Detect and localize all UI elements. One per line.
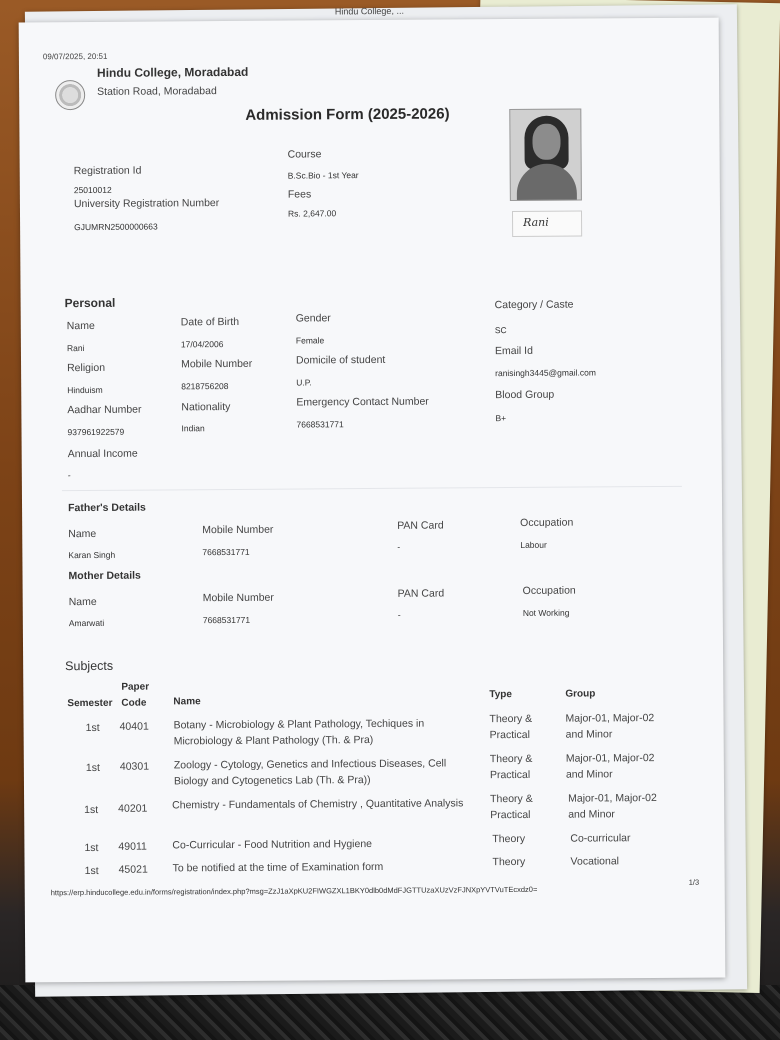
category-label: Category / Caste <box>494 298 574 312</box>
type-header: Type <box>489 689 513 701</box>
father-occupation-label: Occupation <box>520 516 574 529</box>
row-group: Vocational <box>570 855 620 868</box>
aadhar-value: 937961922579 <box>67 426 125 438</box>
section-divider <box>62 486 682 491</box>
university-registration-label: University Registration Number <box>73 197 220 211</box>
row-semester: 1st <box>84 803 99 817</box>
blood-group-label: Blood Group <box>495 388 555 402</box>
domicile-label: Domicile of student <box>295 353 386 367</box>
mother-name-label: Name <box>68 595 97 609</box>
admission-form-page <box>19 18 726 983</box>
email-label: Email Id <box>494 344 533 358</box>
dob-value: 17/04/2006 <box>180 339 224 350</box>
gender-value: Female <box>295 335 325 346</box>
fees-value: Rs. 2,647.00 <box>287 208 337 219</box>
row-paper-code: 40401 <box>119 720 149 733</box>
print-timestamp: 09/07/2025, 20:51 <box>42 51 108 62</box>
annual-income-value: - <box>67 470 71 481</box>
name-label: Name <box>66 319 95 333</box>
religion-label: Religion <box>67 361 106 375</box>
father-name-value: Karan Singh <box>68 549 116 561</box>
row-group: Co-curricular <box>570 832 631 845</box>
gender-label: Gender <box>295 312 331 325</box>
college-name: Hindu College, Moradabad <box>96 64 249 80</box>
category-value: SC <box>494 325 507 336</box>
personal-heading: Personal <box>64 295 116 311</box>
subject-name-header: Name <box>173 696 201 708</box>
row-type: Theory <box>492 855 526 869</box>
mother-mobile-value: 7668531771 <box>202 614 251 626</box>
row-paper-code: 49011 <box>118 840 147 853</box>
emergency-contact-value: 7668531771 <box>296 419 344 430</box>
father-name-label: Name <box>68 527 97 541</box>
nationality-label: Nationality <box>181 400 231 414</box>
student-signature <box>512 211 582 237</box>
row-semester: 1st <box>85 721 100 735</box>
course-value: B.Sc.Bio - 1st Year <box>287 170 359 181</box>
row-type: Theory & <box>490 792 533 806</box>
row-group-cont: and Minor <box>565 728 613 741</box>
row-group-cont: and Minor <box>565 768 613 781</box>
dob-label: Date of Birth <box>180 315 240 329</box>
aadhar-label: Aadhar Number <box>67 403 142 417</box>
page-number: 1/3 <box>688 877 700 887</box>
row-subject-name-cont: Biology and Cytogenetics Lab (Th. & Pra)) <box>173 774 371 788</box>
registration-id-value: 25010012 <box>73 184 112 196</box>
annual-income-label: Annual Income <box>67 447 138 461</box>
emergency-contact-label: Emergency Contact Number <box>296 395 429 409</box>
row-subject-name: Botany - Microbiology & Plant Pathology, Techiques in <box>173 717 425 732</box>
paper-code-header-bottom: Code <box>121 697 147 709</box>
form-title: Admission Form (2025-2026) <box>245 105 450 124</box>
email-value: ranisingh3445@gmail.com <box>495 367 596 379</box>
row-subject-name: Chemistry - Fundamentals of Chemistry , Quantitative Analysis <box>172 797 464 812</box>
blood-group-value: B+ <box>495 413 507 424</box>
name-value: Rani <box>66 343 85 354</box>
domicile-value: U.P. <box>296 377 312 388</box>
row-semester: 1st <box>84 864 99 878</box>
semester-header: Semester <box>67 697 113 710</box>
paper-code-header-top: Paper <box>121 681 150 693</box>
row-group: Major-01, Major-02 <box>568 792 657 805</box>
mother-pan-value: - <box>397 609 401 620</box>
row-subject-name: Zoology - Cytology, Genetics and Infectious Diseases, Cell <box>173 757 447 772</box>
father-pan-value: - <box>397 541 401 552</box>
row-semester: 1st <box>84 841 99 855</box>
father-mobile-label: Mobile Number <box>202 523 274 537</box>
row-paper-code: 45021 <box>118 863 148 876</box>
father-mobile-value: 7668531771 <box>202 546 250 558</box>
university-registration-value: GJUMRN2500000663 <box>74 221 158 233</box>
student-photo <box>509 109 582 202</box>
course-label: Course <box>287 148 322 161</box>
row-group: Major-01, Major-02 <box>565 752 655 765</box>
row-type-cont: Practical <box>489 728 530 742</box>
row-group: Major-01, Major-02 <box>565 712 655 725</box>
fees-label: Fees <box>287 188 312 201</box>
college-logo-icon <box>55 80 85 110</box>
father-occupation-value: Labour <box>520 539 547 550</box>
row-type: Theory & <box>489 752 533 766</box>
fathers-details-heading: Father's Details <box>68 501 146 515</box>
row-type: Theory <box>492 832 526 846</box>
mobile-label: Mobile Number <box>181 357 253 371</box>
mother-pan-label: PAN Card <box>397 587 445 600</box>
father-pan-label: PAN Card <box>397 519 444 532</box>
row-semester: 1st <box>85 761 100 775</box>
mother-name-value: Amarwati <box>68 617 105 629</box>
registration-id-label: Registration Id <box>73 164 142 178</box>
row-type-cont: Practical <box>489 768 531 782</box>
footer-url: https://erp.hinducollege.edu.in/forms/registration/index.php?msg=ZzJ1aXpKU2FIWGZXL1BKY0dlb0dMdFJGTTUzaXUzVzFJNXpYVTVuTEcxdz0= <box>50 884 538 898</box>
row-type-cont: Practical <box>490 808 531 822</box>
religion-value: Hinduism <box>67 384 103 396</box>
mobile-value: 8218756208 <box>181 380 229 392</box>
row-group-cont: and Minor <box>568 808 615 821</box>
back-page-header: Hindu College, ... <box>334 5 404 17</box>
row-subject-name: Co-Curricular - Food Nutrition and Hygiene <box>172 838 373 852</box>
mother-occupation-value: Not Working <box>522 607 570 618</box>
row-subject-name: To be notified at the time of Examination form <box>172 860 384 875</box>
row-subject-name-cont: Microbiology & Plant Pathology (Th. & Pra) <box>173 733 374 748</box>
nationality-value: Indian <box>181 423 205 434</box>
row-type: Theory & <box>489 712 533 726</box>
row-paper-code: 40301 <box>119 760 150 773</box>
signature-text: Rani <box>523 215 549 229</box>
row-paper-code: 40201 <box>118 802 148 815</box>
group-header: Group <box>565 688 596 700</box>
mother-mobile-label: Mobile Number <box>202 591 274 605</box>
subjects-heading: Subjects <box>65 658 114 674</box>
college-address: Station Road, Moradabad <box>97 85 217 98</box>
mother-details-heading: Mother Details <box>68 569 141 583</box>
mother-occupation-label: Occupation <box>522 584 576 597</box>
